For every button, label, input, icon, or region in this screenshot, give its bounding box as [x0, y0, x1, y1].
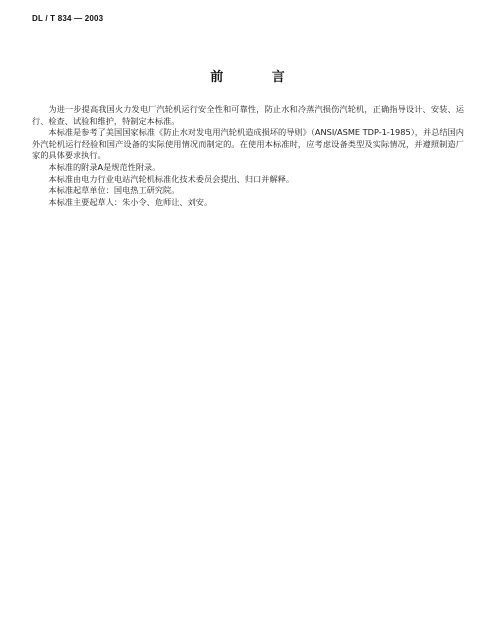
page-title: 前 言: [210, 70, 307, 85]
paragraph-drafters: 本标准主要起草人：朱小令、危师让、刘安。: [48, 196, 213, 207]
paragraph-purpose: 为进一步提高我国火力发电厂汽轮机运行安全性和可靠性，防止水和冷蒸汽损伤汽轮机，正确指导设计、安装、运行、检查、试验和维护，特制定本标准。: [32, 104, 464, 126]
standard-number-header: DL / T 834 — 2003: [32, 14, 104, 23]
paragraph-drafting-unit: 本标准起草单位：国电热工研究院。: [48, 185, 180, 196]
foreword-body: [32, 104, 464, 208]
paragraph-appendix: 本标准的附录A是规范性附录。: [48, 161, 161, 172]
paragraph-reference-standard: 本标准是参考了美国国家标准《防止水对发电用汽轮机造成损坏的导则》（ANSI/ASME TDP-1-1985），并总结国内外汽轮机运行经验和国产设备的实际使用情况而制定的。在使用本标准时，应考虑设备类型及实际情况，并遵照制造厂家的具体要求执行。: [32, 127, 464, 161]
paragraph-proposer: 本标准由电力行业电站汽轮机标准化技术委员会提出、归口并解释。: [48, 173, 295, 184]
